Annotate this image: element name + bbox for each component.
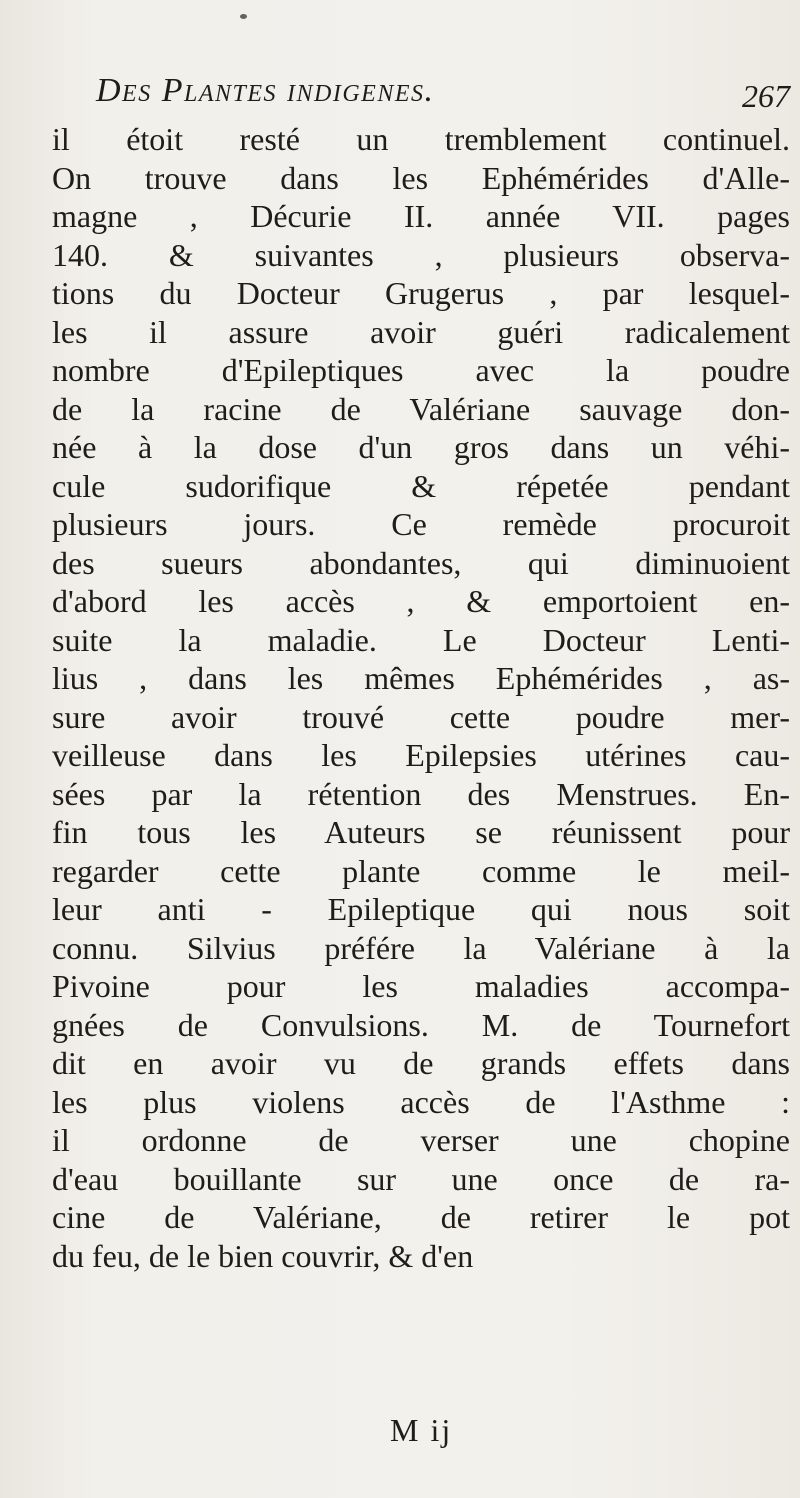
text-line: de la racine de Valériane sauvage don- <box>52 390 790 427</box>
text-line: tions du Docteur Grugerus , par lesquel- <box>52 275 790 311</box>
text-line: 140. & suivantes , plusieurs observa- <box>52 236 790 273</box>
page-number: 267 <box>742 78 790 114</box>
signature-mark: M ij <box>390 1412 453 1448</box>
text-line: cine de Valériane, de retirer le pot <box>52 1199 790 1235</box>
body-text <box>52 120 790 1275</box>
text-line: sées par la rétention des Menstrues. En- <box>52 775 790 812</box>
text-line: d'eau bouillante sur une once de ra- <box>52 1160 790 1197</box>
text-line: suite la maladie. Le Docteur Lenti- <box>52 621 790 658</box>
text-line: gnées de Convulsions. M. de Tournefort <box>52 1006 790 1043</box>
text-line: nombre d'Epileptiques avec la poudre <box>52 352 790 388</box>
text-line: les plus violens accès de l'Asthme : <box>52 1083 790 1120</box>
running-title: Des Plantes indigenes. <box>96 72 435 109</box>
page-header <box>50 72 790 118</box>
text-line: cule sudorifique & répetée pendant <box>52 467 790 504</box>
text-line: sure avoir trouvé cette poudre mer- <box>52 698 790 735</box>
text-line: fin tous les Auteurs se réunissent pour <box>52 814 790 850</box>
text-line: les il assure avoir guéri radicalement <box>52 313 790 350</box>
text-line: leur anti - Epileptique qui nous soit <box>52 891 790 927</box>
text-line: plusieurs jours. Ce remède procuroit <box>52 506 790 542</box>
text-line: née à la dose d'un gros dans un véhi- <box>52 429 790 465</box>
text-line: lius , dans les mêmes Ephémérides , as- <box>52 660 790 696</box>
text-line: connu. Silvius préfére la Valériane à la <box>52 929 790 966</box>
text-line: il ordonne de verser une chopine <box>52 1122 790 1158</box>
text-line: dit en avoir vu de grands effets dans <box>52 1045 790 1081</box>
text-line: veilleuse dans les Epilepsies utérines cau- <box>52 737 790 773</box>
text-line: des sueurs abondantes, qui diminuoient <box>52 544 790 581</box>
text-line: magne , Décurie II. année VII. pages <box>52 198 790 234</box>
text-line: d'abord les accès , & emportoient en- <box>52 583 790 619</box>
text-line: il étoit resté un tremblement continuel. <box>52 121 790 157</box>
text-line: Pivoine pour les maladies accompa- <box>52 968 790 1004</box>
text-line: regarder cette plante comme le meil- <box>52 852 790 889</box>
ink-speck <box>240 14 247 19</box>
text-line: du feu, de le bien couvrir, & d'en <box>52 1237 474 1274</box>
text-line: On trouve dans les Ephémérides d'Alle- <box>52 159 790 196</box>
